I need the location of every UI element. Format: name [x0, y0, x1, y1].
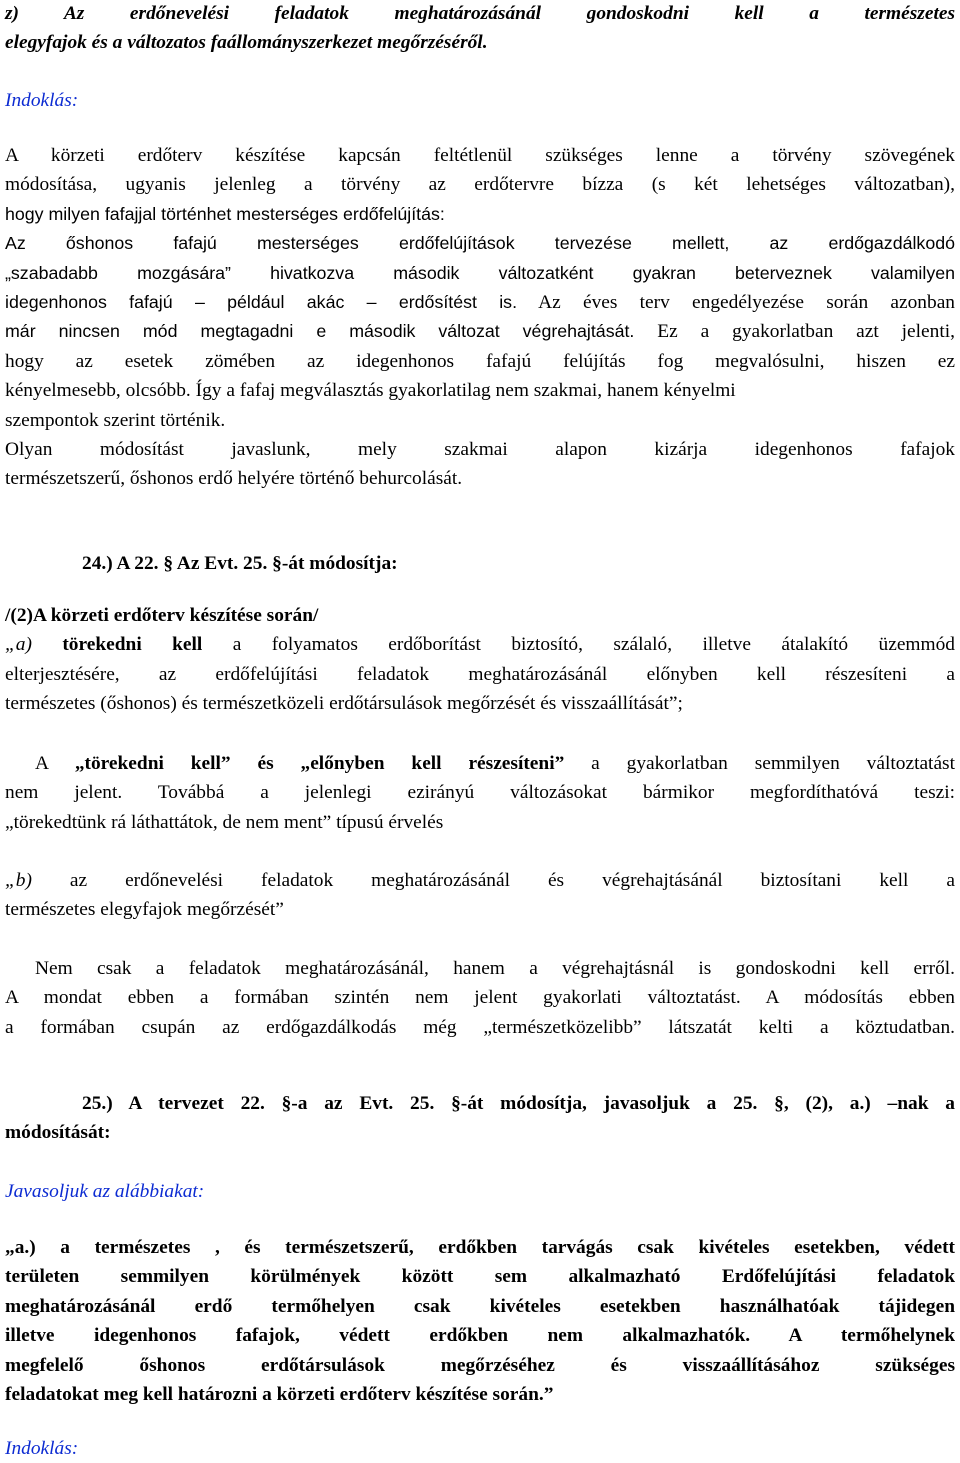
- section-25-heading-line-1: 25.) A tervezet 22. §-a az Evt. 25. §-át módosítja, javasoljuk a 25. §, (2), a.) –nak a: [82, 1093, 955, 1114]
- note-line-3: a formában csupán az erdőgazdálkodás még „természetközelibb” látszatát kelti a köztudatban.: [5, 1016, 955, 1038]
- comment-pre: A: [35, 753, 75, 774]
- body-line: [5, 317, 955, 346]
- body-line: [5, 376, 955, 405]
- proposal-line: illetve idegenhonos fafajok, védett erdőkben nem alkalmazhatók. A termőhelynek: [5, 1325, 955, 1347]
- justification-body-1: [5, 141, 955, 494]
- body-fragment: idegenhonos fafajú – például akác – erdősítést is.: [5, 292, 518, 313]
- amendment-a-rest: a folyamatos erdőborítást biztosító, szálaló, illetve átalakító üzemmód: [202, 634, 955, 656]
- proposal-label: Javasoljuk az alábbiakat:: [5, 1181, 205, 1202]
- proposal-line: megfelelő őshonos erdőtársulások megőrzéséhez és visszaállításához szükséges: [5, 1354, 955, 1376]
- proposal-label-block: [5, 1177, 204, 1206]
- comment-bold: „törekedni kell” és „előnyben kell részesíteni”: [74, 753, 565, 774]
- amendment-a-bold: törekedni kell: [31, 634, 203, 656]
- body-line: A körzeti erdőterv készítése kapcsán feltétlenül szükséges lenne a törvény szövegének: [5, 145, 955, 166]
- section-25: [5, 1089, 955, 1148]
- proposal-line: feladatokat meg kell határozni a körzeti erdőterv készítése során.”: [5, 1384, 554, 1406]
- proposal-line: területen semmilyen körülmények között sem alkalmazható Erdőfelújítási feladatok: [5, 1266, 955, 1288]
- body-fragment: kényelmesebb, olcsóbb.: [5, 380, 191, 402]
- comment-rest: a gyakorlatban semmilyen változtatást: [564, 753, 955, 774]
- body-fragment: Az éves terv engedélyezése során azonban: [517, 292, 956, 314]
- body-fragment: Ez a gyakorlatban azt jelenti,: [634, 321, 955, 343]
- amendment-a-line-1: [5, 630, 955, 659]
- note-line-2: A mondat ebben a formában szintén nem jelent gyakorlati változtatást. A módosítás ebben: [5, 987, 955, 1009]
- comment-block: [5, 749, 955, 837]
- justification-label: Indoklás:: [5, 90, 79, 111]
- section-24: [5, 549, 955, 578]
- proposal-line: meghatározásánál erdő termőhelyen csak kivételes esetekben használhatóak tájidegen: [5, 1295, 955, 1317]
- amendment-b-marker: „b): [5, 870, 32, 891]
- body-line: „szabadabb mozgására” hivatkozva második változatként gyakran beterveznek valamilyen: [5, 262, 955, 283]
- body-line: Olyan módosítást javaslunk, mely szakmai alapon kizárja idegenhonos fafajok: [5, 439, 955, 461]
- body-line: [5, 288, 955, 317]
- amendment-a-marker: „a): [5, 634, 32, 656]
- section-z-line-2: elegyfajok és a változatos faállományszerkezet megőrzéséről.: [5, 32, 488, 54]
- body-fragment: már nincsen mód megtagadni e második változat végrehajtását.: [5, 321, 635, 342]
- justification-label-2: Indoklás:: [5, 1438, 79, 1459]
- body-line: hogy az esetek zömében az idegenhonos fafajú felújítás fog megvalósulni, hiszen ez: [5, 350, 955, 372]
- note-line-1: Nem csak a feladatok meghatározásánál, hanem a végrehajtásnál is gondoskodni kell erről.: [35, 958, 955, 979]
- body-line: hogy milyen fafajjal történhet mesterséges erdőfelújítás:: [5, 203, 445, 224]
- body-line: természetszerű, őshonos erdő helyére történő behurcolását.: [5, 468, 463, 490]
- section-25-heading-line-2: módosítását:: [5, 1122, 111, 1144]
- body-line: szempontok szerint történik.: [5, 409, 226, 431]
- amendment-a-line-3: természetes (őshonos) és természetközeli erdőtársulások megőrzését és visszaállítását”;: [5, 693, 683, 715]
- amendment-b-rest: az erdőnevelési feladatok meghatározásánál és végrehajtásánál biztosítani kell a: [31, 870, 955, 891]
- amendment-b-line-2: természetes elegyfajok megőrzését”: [5, 899, 284, 921]
- section-z-line-1: z) Az erdőnevelési feladatok meghatározásánál gondoskodni kell a természetes: [5, 3, 955, 24]
- justification-heading-1: [5, 86, 78, 115]
- proposal-line: „a.) a természetes , és természetszerű, erdőkben tarvágás csak kivételes esetekben, védett: [5, 1237, 955, 1258]
- note-block: [5, 954, 955, 1042]
- body-line: Az őshonos fafajú mesterséges erdőfelújítások tervezése mellett, az erdőgazdálkodó: [5, 233, 955, 254]
- amendment-b-block: [5, 866, 955, 925]
- amendment-b-line-1: [5, 866, 955, 895]
- comment-line-3: „törekedtünk rá láthattátok, de nem ment” típusú érvelés: [5, 811, 444, 833]
- proposal-block: [5, 1233, 955, 1409]
- amendment-a-line-2: elterjesztésére, az erdőfelújítási feladatok meghatározásánál előnyben kell részesíteni a: [5, 663, 955, 685]
- section-24-body: [5, 601, 955, 719]
- section-24-heading: 24.) A 22. § Az Evt. 25. §-át módosítja:: [82, 553, 398, 574]
- body-fragment: Így a fafaj megválasztás gyakorlatilag nem szakmai, hanem kényelmi: [190, 380, 736, 402]
- justification-heading-2: [5, 1434, 78, 1463]
- section-24-sub: /(2)A körzeti erdőterv készítése során/: [5, 605, 319, 626]
- comment-line-1: [5, 749, 955, 778]
- section-z: [5, 0, 955, 58]
- body-line: módosítása, ugyanis jelenleg a törvény az erdőtervre bízza (s két lehetséges változatban),: [5, 174, 955, 196]
- comment-line-2: nem jelent. Továbbá a jelenlegi ezirányú változásokat bármikor megfordíthatóvá teszi:: [5, 782, 955, 804]
